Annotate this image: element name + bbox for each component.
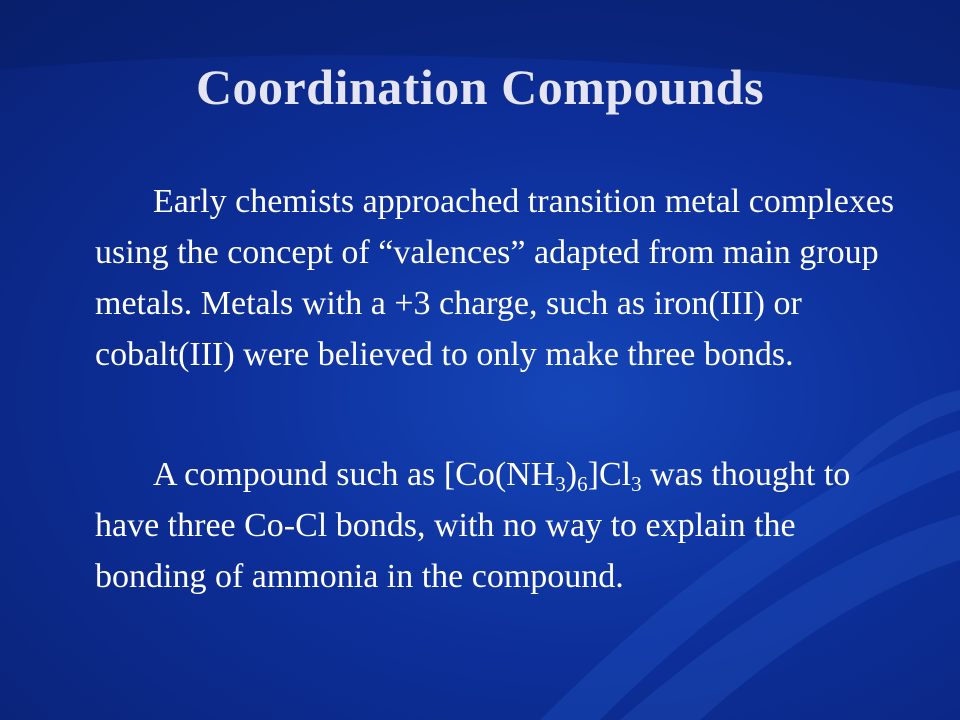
slide-title: Coordination Compounds [195, 59, 765, 115]
subscript-nh3: 3 [555, 472, 566, 496]
subscript-6: 6 [577, 472, 588, 496]
paragraph2-text-4: was thought to have three Co-Cl bonds, with no way to explain the bonding of ammonia in the compound. [95, 456, 851, 595]
paragraph2-text-2: ) [565, 456, 578, 493]
paragraph2-text-3: ]Cl [587, 456, 632, 493]
paragraph-valences: Early chemists approached transition metal complexes using the concept of “valences” adapted from main group metals. Metals with a +3 charge, such as iron(III) or cobalt(III) were believed to only make three bonds. [95, 183, 895, 373]
paragraph2-text-1: A compound such as [Co(NH [153, 456, 556, 493]
paragraph-compound-example [95, 449, 905, 602]
subscript-cl3: 3 [631, 472, 642, 496]
